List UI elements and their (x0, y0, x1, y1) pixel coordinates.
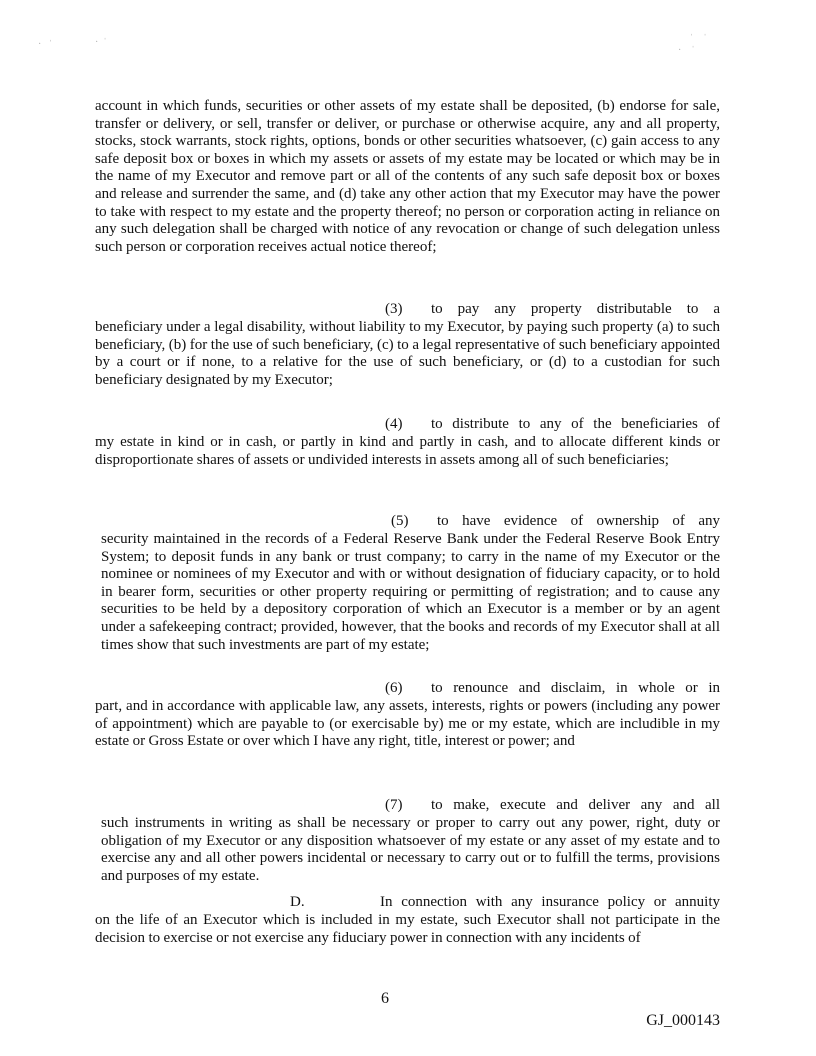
item-4-lead: to distribute to any of the beneficiaries of (431, 416, 720, 432)
item-7-text: such instruments in writing as shall be necessary or proper to carry out any power, right, duty or obligation of my Executor or any disposition whatsoever of my estate or any asset of my estate and to exercise any and all other powers incidental or necessary to carry out or to fulfill the terms, provisions and purposes of my estate. (101, 815, 720, 884)
scan-speck: · ˈ (38, 39, 53, 50)
item-5-lead: to have evidence of ownership of any (437, 513, 720, 529)
item-4-number: (4) (385, 416, 403, 432)
item-6-number: (6) (385, 680, 403, 696)
item-3-text: beneficiary under a legal disability, without liability to my Executor, by paying such property (a) to such beneficiary, (b) for the use of such beneficiary, (c) to a legal representative of such beneficiary appointed by a court or if none, to a relative for the use of such beneficiary, or (d) to a custodian for such beneficiary designated by my Executor; (95, 319, 720, 388)
scan-speck: ˈ ˈ (690, 33, 707, 44)
paragraph-continuation: account in which funds, securities or other assets of my estate shall be deposited, (b) endorse for sale, transfer or delivery, or sell, transfer or deliver, or purchase or otherwise acquire, any and all property, stocks, stock warrants, stock rights, options, bonds or other securities whatsoever, (c) gain access to any safe deposit box or boxes in which my assets or assets of my estate may be located or which may be in the name of my Executor and remove part or all of the contents of any such safe deposit box or boxes and release and surrender the same, and (d) take any other action that my Executor may have the power to take with respect to my estate and the property thereof; no person or corporation acting in reliance on any such delegation shall be charged with notice of any revocation or change of such delegation unless such person or corporation receives actual notice thereof; (95, 98, 720, 255)
item-5-number: (5) (391, 513, 409, 529)
item-6-text: part, and in accordance with applicable law, any assets, interests, rights or powers (including any power of appointment) which are payable to (or exercisable by) me or my estate, which are includible in my estate or Gross Estate or over which I have any right, title, interest or power; and (95, 698, 720, 750)
scan-speck: · ˈ (678, 45, 695, 56)
item-7-number: (7) (385, 797, 403, 813)
item-3-number: (3) (385, 301, 403, 317)
item-4-lead-line (385, 416, 720, 434)
scan-speck: · ˈ (95, 37, 107, 48)
item-5-lead-line (391, 513, 720, 531)
item-3-lead-line (385, 301, 720, 319)
item-6-lead-line (385, 680, 720, 698)
section-d-lead: In connection with any insurance policy or annuity (380, 894, 720, 910)
item-7-lead-line (385, 797, 720, 815)
bates-number: GJ_000143 (646, 1012, 720, 1029)
section-d-text: on the life of an Executor which is included in my estate, such Executor shall not participate in the decision to exercise or not exercise any fiduciary power in connection with any incidents of (95, 912, 720, 946)
section-d-lead-line (290, 894, 720, 912)
item-6-lead: to renounce and disclaim, in whole or in (431, 680, 720, 696)
item-3-lead: to pay any property distributable to a (431, 301, 720, 317)
item-7-lead: to make, execute and deliver any and all (431, 797, 720, 813)
page-number: 6 (381, 990, 389, 1007)
section-d-letter: D. (290, 894, 305, 910)
item-4-text: my estate in kind or in cash, or partly in kind and partly in cash, and to allocate different kinds or disproportionate shares of assets or undivided interests in assets among all of such beneficiaries; (95, 434, 720, 468)
item-5-text: security maintained in the records of a Federal Reserve Bank under the Federal Reserve Book Entry System; to deposit funds in any bank or trust company; to carry in the name of my Executor or the nominee or nominees of my Executor and with or without designation of fiduciary capacity, or to hold in bearer form, securities or other property requiring or permitting of registration; and to cause any securities to be held by a depository corporation of which an Executor is a member or by an agent under a safekeeping contract; provided, however, that the books and records of my Executor shall at all times show that such investments are part of my estate; (101, 531, 720, 653)
